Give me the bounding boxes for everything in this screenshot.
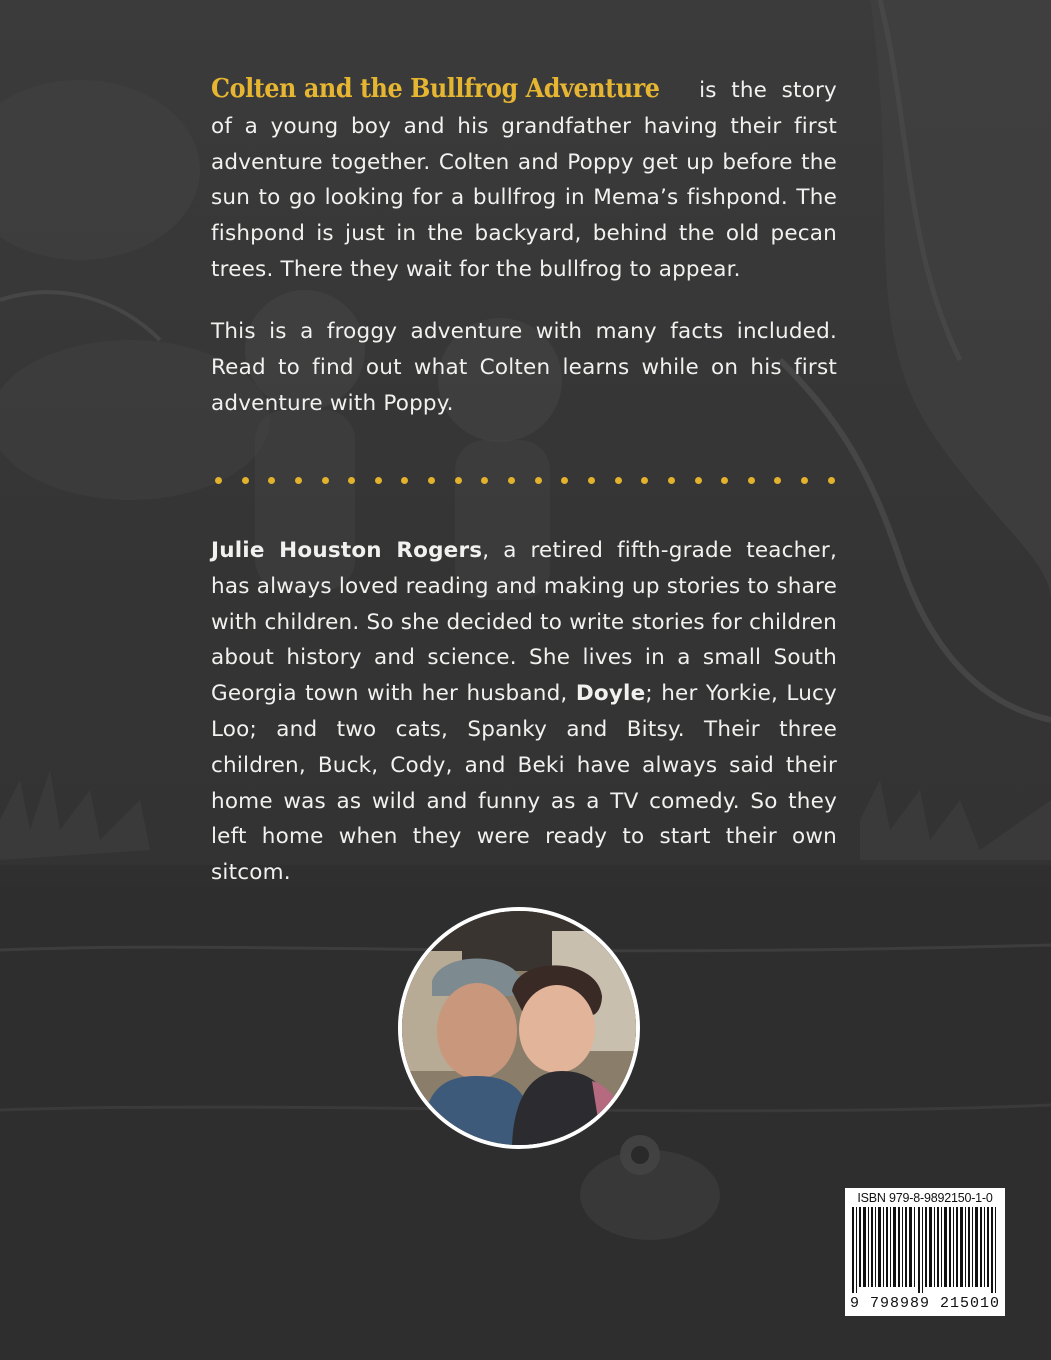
divider-dot <box>455 477 462 484</box>
book-title: Colten and the Bullfrog Adventure <box>211 74 660 104</box>
author-name: Julie Houston Rogers <box>211 538 483 563</box>
author-bio <box>211 533 837 891</box>
author-photo <box>398 907 640 1149</box>
book-description-second <box>211 314 837 421</box>
divider-dot <box>401 477 408 484</box>
divider-dot <box>615 477 622 484</box>
divider-dot <box>774 477 781 484</box>
divider-dot <box>668 477 675 484</box>
author-bio-text-1: , a retired fifth-grade teacher, has always loved reading and making up stories to share with children. So she decided to write stories for children about history and science. She lives in a small South Georgia town with her husband, <box>211 538 837 707</box>
divider-dot <box>561 477 568 484</box>
book-description <box>211 72 837 288</box>
divider-dot <box>295 477 302 484</box>
dotted-divider <box>215 474 835 486</box>
isbn-label: ISBN 979-8-9892150-1-0 <box>857 1191 993 1205</box>
divider-dot <box>828 477 835 484</box>
divider-dot <box>748 477 755 484</box>
divider-dot <box>481 477 488 484</box>
divider-dot <box>695 477 702 484</box>
divider-dot <box>268 477 275 484</box>
divider-dot <box>242 477 249 484</box>
divider-dot <box>508 477 515 484</box>
divider-dot <box>348 477 355 484</box>
barcode-icon <box>850 1207 1000 1293</box>
barcode-number: 9 798989 215010 <box>849 1295 1001 1312</box>
barcode-box <box>845 1188 1005 1316</box>
book-intro-paragraph <box>211 72 837 288</box>
author-bio-text-2: ; her Yorkie, Lucy Loo; and two cats, Spanky and Bitsy. Their three children, Buck, Cody, and Beki have always said their home was as wild and funny as a TV comedy. So they left home when they were ready to start their own sitcom. <box>211 681 837 886</box>
author-husband-name: Doyle <box>575 681 646 707</box>
divider-dot <box>215 477 222 484</box>
divider-dot <box>428 477 435 484</box>
book-second-paragraph: This is a froggy adventure with many facts included. Read to find out what Colten learns while on his first adventure with Poppy. <box>211 319 837 416</box>
author-photo-image <box>402 911 636 1145</box>
divider-dot <box>721 477 728 484</box>
divider-dot <box>588 477 595 484</box>
divider-dot <box>801 477 808 484</box>
book-intro-text: is the story of a young boy and his grandfather having their first adventure together. Colten and Poppy get up before the sun to go looking for a bullfrog in Mema’s fishpond. The fishpond is just in the backyard, behind the old pecan trees. There they wait for the bullfrog to appear. <box>211 78 837 282</box>
author-bio-paragraph <box>211 533 837 891</box>
divider-dot <box>322 477 329 484</box>
divider-dot <box>375 477 382 484</box>
divider-dot <box>641 477 648 484</box>
divider-dot <box>535 477 542 484</box>
